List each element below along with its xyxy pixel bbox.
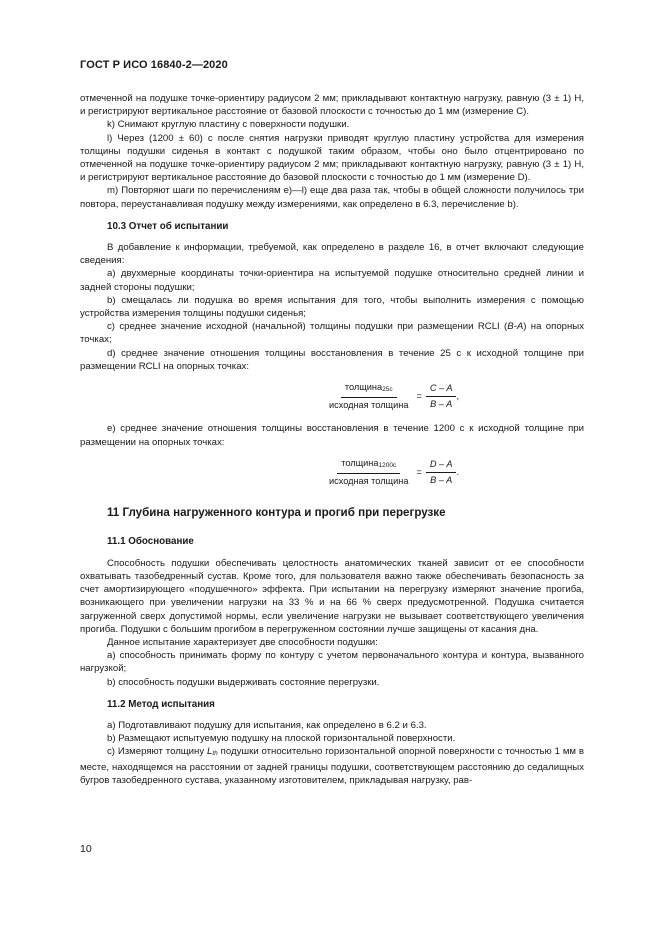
report-item-b: b) смещалась ли подушка во время испытания для того, чтобы выполнить измерения с помощью устройства измерения толщины подушки сиденья; [80,294,584,320]
list-item-m: m) Повторяют шаги по перечислениям e)—l) еще два раза так, чтобы в общей сложности получилось три повтора, переустанавливая подушку между измерениями, как определено в 6.3, перечисление b). [80,185,584,210]
method-item-c-variable-subscript: th [212,750,218,758]
report-item-c-variable: B-A [507,321,524,333]
report-item-c-tail: ) на опорных точках; [80,321,584,346]
section-11-1-paragraph: Способность подушки обеспечивать целостность анатомических тканей зависит от ее способности охватывать тазобедренный сустав. Кроме того, для пользователя важно также обеспечивать безопасность за счет амортизирующего «подушечного» эффекта. При испытании на перегрузку измеряют значение прогиба, возникающего при увеличении нагрузки на 33 % и на 66 % сверх предусмотренной. Подушка считается загруженной сверх допустимой нормы, если увеличение нагрузки не вызывает соответствующего увеличения прогиба. Подушки с большим прогибом в перегруженном состоянии лучше защищены от касания дна. [80,557,584,635]
page-number: 10 [80,843,92,855]
method-item-c-tail: подушки относительно горизонтальной опорной поверхности с точностью 1 мм в месте, находящемся на расстоянии от задней границы подушки, соответствующем расстоянию до седалищных бугров тазобедренного сустава, указанному изготовителем, прикладывая нагрузку, рав- [80,746,584,786]
list-item-k: k) Снимают круглую пластину с поверхности подушки. [107,119,350,131]
section-10-3-intro: В добавление к информации, требуемой, как определено в разделе 16, в отчет включают следующие сведения: [80,242,584,267]
method-item-c-variable-letter: L [207,746,213,758]
formula-1200s [200,457,584,488]
method-item-b: b) Размещают испытуемую подушку на плоской горизонтальной поверхности. [107,733,456,745]
document-header: ГОСТ Р ИСО 16840-2—2020 [80,59,228,71]
formula-25s-numerator [341,381,397,398]
formula-25s-end-punct: , [456,391,460,402]
formula-1200s-right-denominator: B – A [430,475,453,486]
formula-1200s-right-numerator: D – A [426,458,457,473]
method-item-c-variable [207,746,218,757]
formula-1200s-right-fraction [426,458,460,487]
formula-1200s-equals: = [416,466,422,477]
capability-item-b: b) способность подушки выдерживать состояние перегрузки. [107,676,380,688]
method-item-c-text: c) Измеряют толщину [107,746,208,758]
report-item-e: e) среднее значение отношения толщины восстановления в течение 1200 с к исходной толщине при размещении на опорных точках: [80,423,584,448]
section-heading-11-1: 11.1 Обоснование [107,536,194,548]
section-11-1-capabilities-intro: Данное испытание характеризует две способности подушки: [107,636,378,648]
formula-1200s-numerator-word: толщина [341,457,379,468]
list-item-l: l) Через (1200 ± 60) с после снятия нагрузки приводят круглую пластину устройства для измерения толщины подушки сиденья в контакт с подушкой таким образом, чтобы оно было отцентрировано по отмеченной на подушке точке-ориентиру радиусом 2 мм; прикладывают контактную нагрузку, равную (3 ± 1) Н, и регистрируют вертикальное расстояние до базовой плоскости с точностью до 1 мм (измерение D). [80,132,584,184]
formula-25s-numerator-word: толщина [344,382,383,393]
formula-25s-numerator-subscript: 25с [382,386,393,394]
report-item-c [80,320,584,346]
formula-25s-right-denominator: B – A [430,399,453,410]
capability-item-a: а) способность принимать форму по контуру с учетом первоначального контура и контура, вызванного нагрузкой; [80,650,584,675]
report-item-a: а) двухмерные координаты точки-ориентира на испытуемой подушке относительно средней линии и задней стороны подушки; [80,268,584,293]
formula-1200s-numerator-subscript: 1200с [378,461,397,469]
formula-1200s-left-fraction [325,457,412,488]
section-heading-11: 11 Глубина нагруженного контура и прогиб при перегрузке [107,506,446,520]
method-item-a: а) Подготавливают подушку для испытания, как определено в 6.2 и 6.3. [107,719,427,731]
paragraph-continuation: отмеченной на подушке точке-ориентиру радиусом 2 мм; прикладывают контактную нагрузку, равную (3 ± 1) Н, и регистрируют вертикальное расстояние от базовой плоскости с точностью до 1 мм (измерение С). [80,93,584,118]
formula-25s-equals: = [416,391,422,402]
method-item-c [80,745,584,787]
document-body [80,92,584,787]
formula-1200s-numerator [337,457,400,474]
report-item-c-text: c) среднее значение исходной (начальной) толщины подушки при размещении RCLI ( [107,321,508,333]
formula-25s-denominator: исходная толщина [328,400,409,411]
formula-25s-right-numerator: C – A [426,382,457,397]
formula-25s-right-fraction [426,382,460,411]
formula-25s-left-fraction [325,381,412,412]
formula-1200s-denominator: исходная толщина [328,476,409,487]
formula-25s [200,381,584,412]
section-heading-11-2: 11.2 Метод испытания [107,698,215,710]
formula-1200s-end-punct: . [456,466,460,477]
report-item-d: d) среднее значение отношения толщины восстановления в течение 25 с к исходной толщине при размещении RCLI на опорных точках: [80,347,584,372]
section-heading-10-3: 10.3 Отчет об испытании [107,220,229,232]
